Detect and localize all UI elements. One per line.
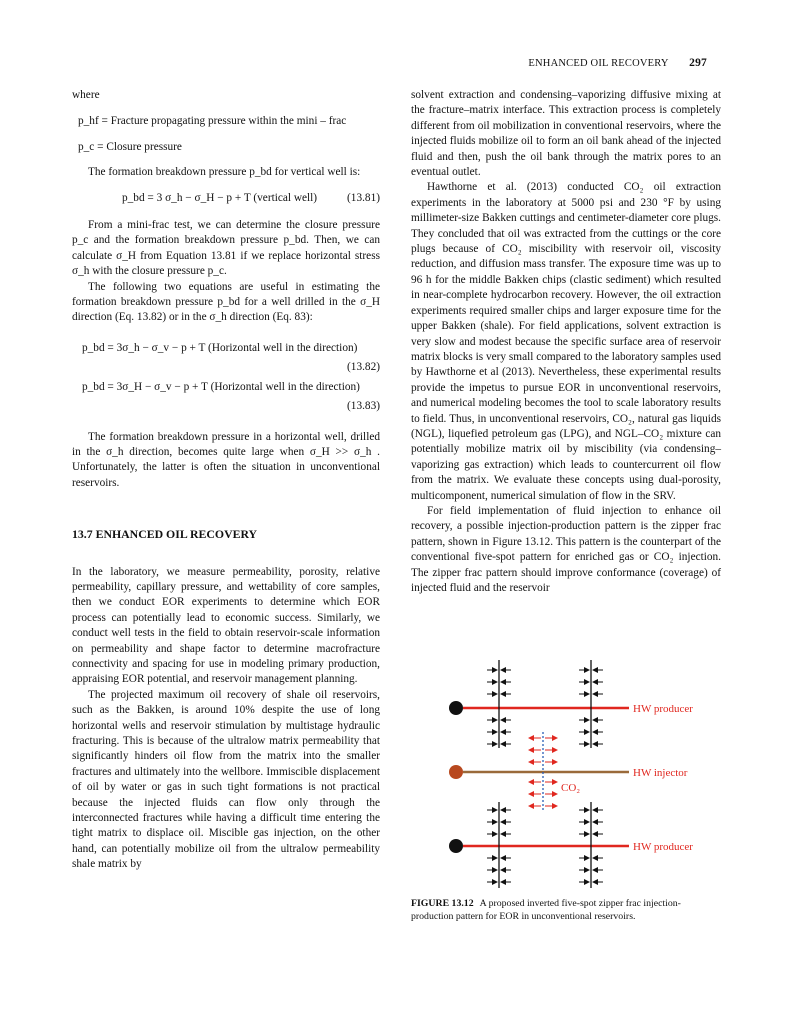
paragraph-following: The following two equations are useful in estimating the formation breakdown pressure p_bd for a well drilled in the σ_H direction (Eq. 13.82) or in the σ_h direction (Eq. 83):: [72, 280, 380, 324]
paragraph-solvent: solvent extraction and condensing–vaporizing diffusive mixing at the fracture–matrix interface. This extraction process is completely different from oil mobilization in conventional reservoirs, where the injected fluids mobilize oil to form an oil bank ahead of the injected fluid and then, push the oil bank through the matrix pores to an eventual outlet.: [411, 89, 721, 179]
where-label: where: [72, 89, 100, 101]
equation-13-83: [72, 380, 380, 395]
running-header: [528, 57, 707, 69]
figure-caption: [411, 897, 721, 923]
definition-pc: p_c = Closure pressure: [78, 140, 182, 153]
label-injector: HW injector: [633, 767, 688, 779]
left-column: [72, 88, 380, 873]
label-producer-bottom: HW producer: [633, 841, 693, 853]
running-title: ENHANCED OIL RECOVERY: [528, 58, 669, 69]
page-number: 297: [689, 57, 707, 69]
figure-13-12: [411, 652, 721, 897]
paragraph-laboratory: In the laboratory, we measure permeability, porosity, relative permeability, capillary pressure, and wettability of core samples, then we conduct EOR experiments to determine which EOR process can potentially lead to economic success. Similarly, we conduct well tests in the field to obtain reservoir-scale information on permeability and shape factor to determine macrofracture connectivity and spacing for use in modeling primary production, appraising EOR potential, and reservoir management planning.: [72, 565, 380, 686]
paragraph-horizontal: The formation breakdown pressure in a horizontal well, drilled in the σ_h direction, becomes quite large when σ_H >> σ_h . Unfortunately, the latter is often the situation in unconventional reservoirs.: [72, 430, 380, 489]
label-producer-top: HW producer: [633, 703, 693, 715]
producer-top-fractures: [499, 660, 591, 748]
paragraph-field: For field implementation of fluid injection to enhance oil recovery, a possible injection-production pattern is the zipper frac pattern, shown in Figure 13.12. This pattern is the counterpart of the conventional five-spot pattern for enriched gas or CO₂ injection. The zipper frac pattern should improve conformance (coverage) of injected fluid and the reservoir: [411, 504, 721, 594]
equation-13-82-number: (13.82): [347, 361, 380, 374]
equation-13-83-number: (13.83): [347, 400, 380, 413]
paragraph-projected: The projected maximum oil recovery of shale oil reservoirs, such as the Bakken, is around 10% despite the use of long horizontal wells and reservoir stimulation by multistage hydraulic fracturing. This is because of the ultralow matrix permeability that significantly hinders oil flow from the matrix into the smaller fractures and ultimately into the wellbore. Immiscible displacement of oil by water or gas in such tight formations is not practical because the injected fluids can flow only through the interconnected fractures while having a difficult time entering the tight matrix to displace oil. Miscible gas injection, on the other hand, can potentially mobilize oil from the ultralow permeability shale matrix by: [72, 688, 380, 871]
equation-13-81-number: (13.81): [347, 191, 380, 204]
right-column: [411, 88, 721, 596]
figure-caption-text: A proposed inverted five-spot zipper frac injection-production pattern for EOR in unconventional reservoirs.: [411, 898, 681, 922]
figure-caption-label: FIGURE 13.12: [411, 898, 474, 909]
paragraph-minifrac: From a mini-frac test, we can determine the closure pressure p_c and the formation breakdown pressure p_bd. Then, we can calculate σ_H from Equation 13.81 if we replace horizontal stress σ_h with the closure pressure p_c.: [72, 219, 380, 278]
equation-13-81: [72, 191, 380, 206]
definition-phf: p_hf = Fracture propagating pressure within the mini – frac: [78, 115, 347, 128]
equation-13-83-body: p_bd = 3σ_H − σ_v − p + T (Horizontal well in the direction): [82, 380, 360, 393]
section-heading: 13.7 ENHANCED OIL RECOVERY: [72, 527, 258, 542]
equation-13-82: [72, 341, 380, 356]
paragraph-hawthorne: Hawthorne et al. (2013) conducted CO₂ oil extraction experiments in the laboratory at 5000 psi and 230 °F by using millimeter-size Bakken cuttings and centimeter-diameter core plugs. They concluded that oil was extracted from the cuttings or the core plugs because of CO₂ miscibility with reservoir oil, viscosity reduction, and diffusion mass transfer. The exposure time was up to 96 h for the middle Bakken chips (clastic sediment) which resulted in near-complete hydrocarbon recovery. However, the oil extraction experiments required smaller chips and larger exposure time for the upper Bakken (shale). For field applications, solvent extraction is very slow and modest because the specific surface area of reservoir matrix blocks is very small compared to the laboratory samples used by Hawthorne et al (2013). Nevertheless, these experimental results provide the impetus to pursue EOR in unconventional reservoirs, and numerical modeling becomes the tool to scale laboratory results to field. Thus, in unconventional reservoirs, CO₂, natural gas liquids (NGL), liquefied petroleum gas (LPG), and NGL–CO₂ mixture can potentially mobilize matrix oil by miscibility (via condensing–vaporizing gas extraction) which leads to countercurrent oil flow from the matrix. We evaluate these concepts using dual-porosity, multicomponent, numerical simulation of flow in the SRV.: [411, 181, 721, 502]
equation-13-81-body: p_bd = 3 σ_h − σ_H − p + T (vertical well): [122, 191, 318, 204]
producer-bottom-heel: [449, 839, 463, 853]
label-co2: CO₂: [561, 782, 581, 794]
paragraph-breakdown-vertical: The formation breakdown pressure p_bd for vertical well is:: [88, 166, 361, 179]
injector-heel: [449, 765, 463, 779]
equation-13-82-body: p_bd = 3σ_h − σ_v − p + T (Horizontal well in the direction): [82, 341, 358, 354]
producer-top-heel: [449, 701, 463, 715]
zipper-frac-diagram: [411, 652, 721, 892]
